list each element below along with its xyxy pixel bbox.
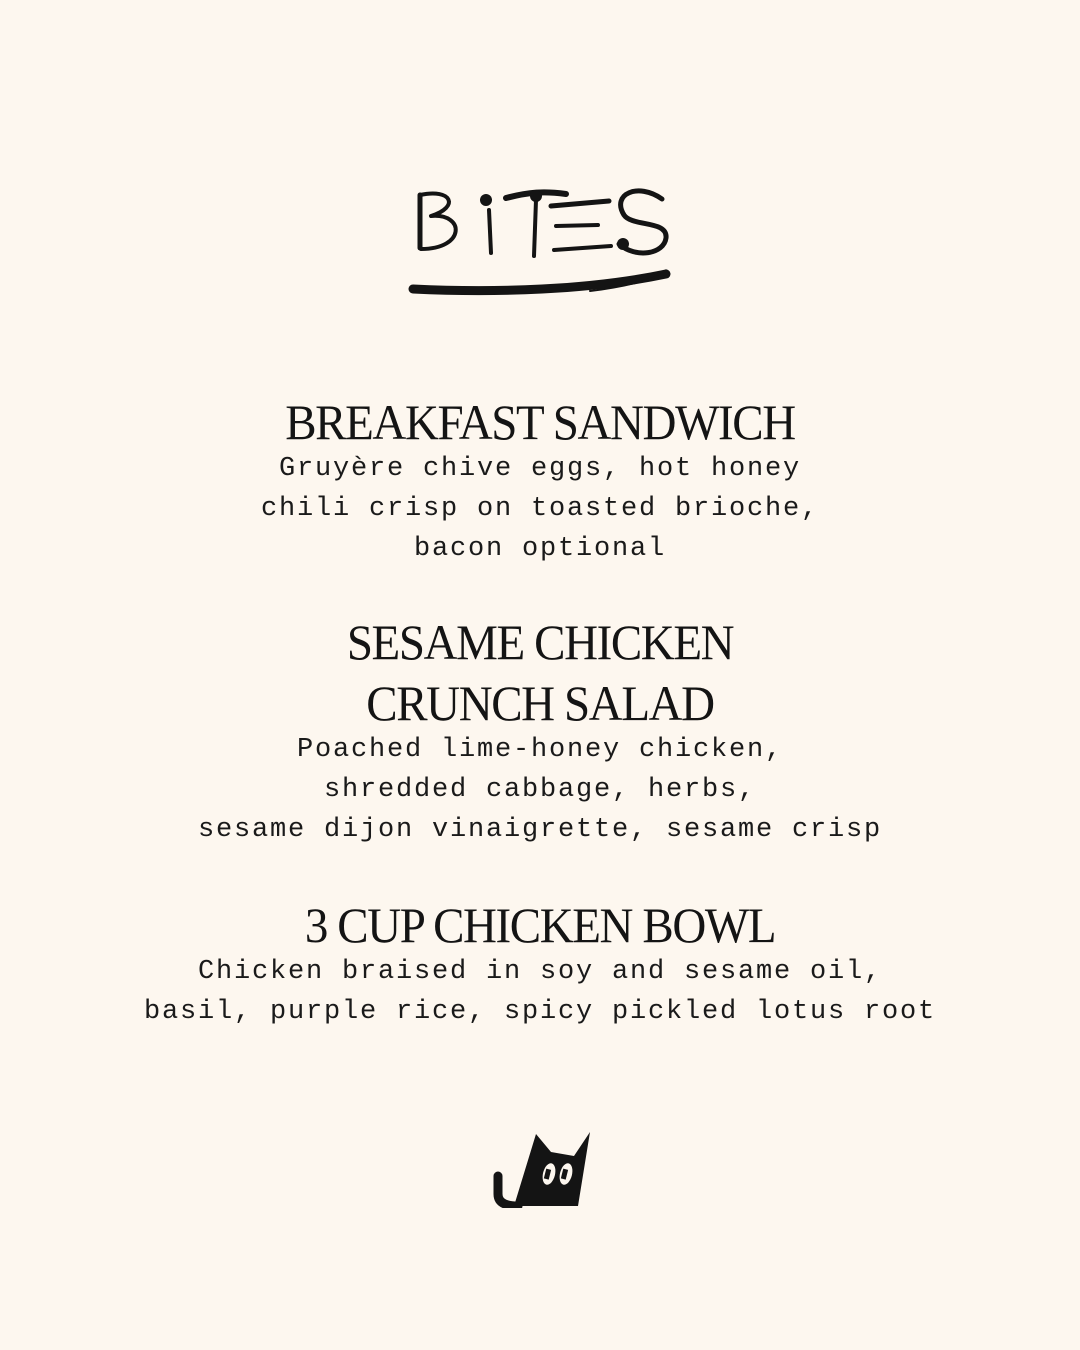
handwritten-bites-title — [400, 170, 680, 310]
item-name: SESAME CHICKEN CRUNCH SALAD — [346, 614, 734, 731]
item-description: Poached lime-honey chicken, shredded cabbage, herbs, sesame dijon vinaigrette, sesame crisp — [197, 735, 883, 845]
item-name: 3 CUP CHICKEN BOWL — [304, 897, 776, 953]
menu-title — [400, 170, 680, 310]
item-description: Chicken braised in soy and sesame oil, basil, purple rice, spicy pickled lotus root — [143, 957, 937, 1027]
menu-item-sesame-chicken-crunch-salad — [60, 612, 1020, 850]
menu-item-breakfast-sandwich — [60, 392, 1020, 569]
item-name: BREAKFAST SANDWICH — [285, 394, 795, 450]
menu-item-3-cup-chicken-bowl — [60, 895, 1020, 1032]
item-description: Gruyère chive eggs, hot honey chili crisp on toasted brioche, bacon optional — [260, 454, 820, 564]
cat-logo-icon — [488, 1128, 594, 1208]
